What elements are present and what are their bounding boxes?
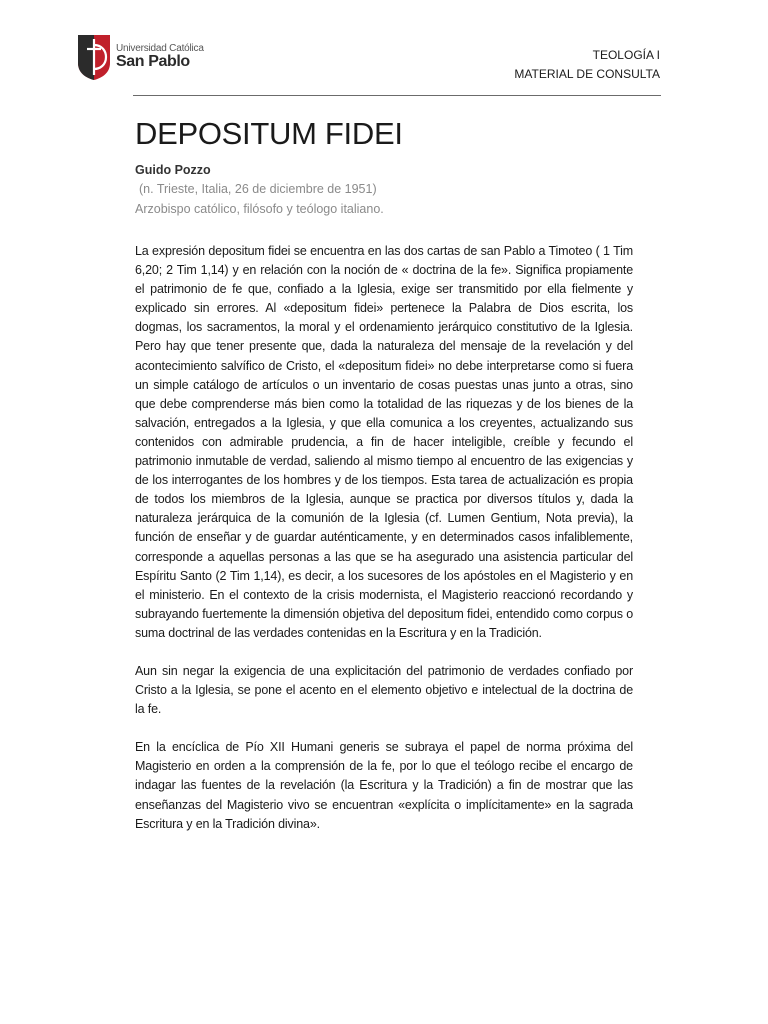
logo-university-line: Universidad Católica [116, 43, 204, 54]
header-course-info [514, 46, 660, 84]
material-label: MATERIAL DE CONSULTA [514, 67, 660, 81]
header-divider [133, 95, 661, 96]
author-name: Guido Pozzo [135, 163, 211, 177]
shield-logo-icon [76, 33, 112, 81]
logo-name-line: San Pablo [116, 53, 190, 70]
author-birth: (n. Trieste, Italia, 26 de diciembre de 1951) [139, 182, 377, 196]
document-body [135, 114, 633, 853]
paragraph: Aun sin negar la exigencia de una explicitación del patrimonio de verdades confiado por Cristo a la Iglesia, se pone el acento en el elemento objetivo e intelectual de la doctrina de la fe. [135, 663, 633, 717]
document-title: DEPOSITUM FIDEI [135, 116, 403, 151]
author-description: Arzobispo católico, filósofo y teólogo italiano. [135, 201, 384, 216]
paragraph: En la encíclica de Pío XII Humani generis se subraya el papel de norma próxima del Magisterio en orden a la comprensión de la fe, por lo que el teólogo recibe el encargo de indagar las fuentes de la revelación (la Escritura y la Tradición) a fin de mostrar que las enseñanzas del Magisterio vivo se encuentran «explícita o implícitamente» en la sagrada Escritura y en la Tradición divina». [135, 740, 633, 831]
course-title: TEOLOGÍA I [592, 48, 660, 62]
body-paragraphs [135, 242, 633, 834]
university-logo [76, 33, 276, 83]
paragraph: La expresión depositum fidei se encuentra en las dos cartas de san Pablo a Timoteo ( 1 Tim 6,20; 2 Tim 1,14) y en relación con la noción de « doctrina de la fe». Significa propiamente el patrimonio de fe que, confiado a la Iglesia, exige ser transmitido por ella fielmente y explicado sin errores. Al «depositum fidei» pertenece la Palabra de Dios escrita, los dogmas, los sacramentos, la moral y el ordenamiento jerárquico constitutivo de la Iglesia. Pero hay que tener presente que, dada la naturaleza del mensaje de la revelación y del acontecimiento salvífico de Cristo, el «depositum fidei» no debe interpretarse como si fuera un simple catálogo de artículos o un inventario de cosas puestas unas junto a otras, sino que debe comprenderse más bien como la totalidad de las riquezas y de los bienes de la salvación, entregados a la Iglesia, y que ella comunica a los creyentes, actualizando sus contenidos con admirable prudencia, a fin de hacer inteligible, creíble y fecundo el patrimonio inmutable de verdad, saliendo al mismo tiempo al encuentro de las exigencias y de los interrogantes de los hombres y de los tiempos. Esta tarea de actualización es propia de todos los miembros de la Iglesia, aunque se practica por diversos títulos y, dada la naturaleza jerárquica de la comunión de la Iglesia (cf. Lumen Gentium, Nota previa), la función de enseñar y de guardar auténticamente, y en determinados casos infaliblemente, corresponde a aquellas personas a las que se ha asegurado una asistencia particular del Espíritu Santo (2 Tim 1,14), es decir, a los sucesores de los apóstoles en el Magisterio y en el ministerio. En el contexto de la crisis modernista, el Magisterio reaccionó recordando y subrayando fuertemente la dimensión objetiva del depositum fidei, entendido como corpus o suma doctrinal de las verdades contenidas en la Escritura y en la Tradición. [135, 244, 633, 640]
